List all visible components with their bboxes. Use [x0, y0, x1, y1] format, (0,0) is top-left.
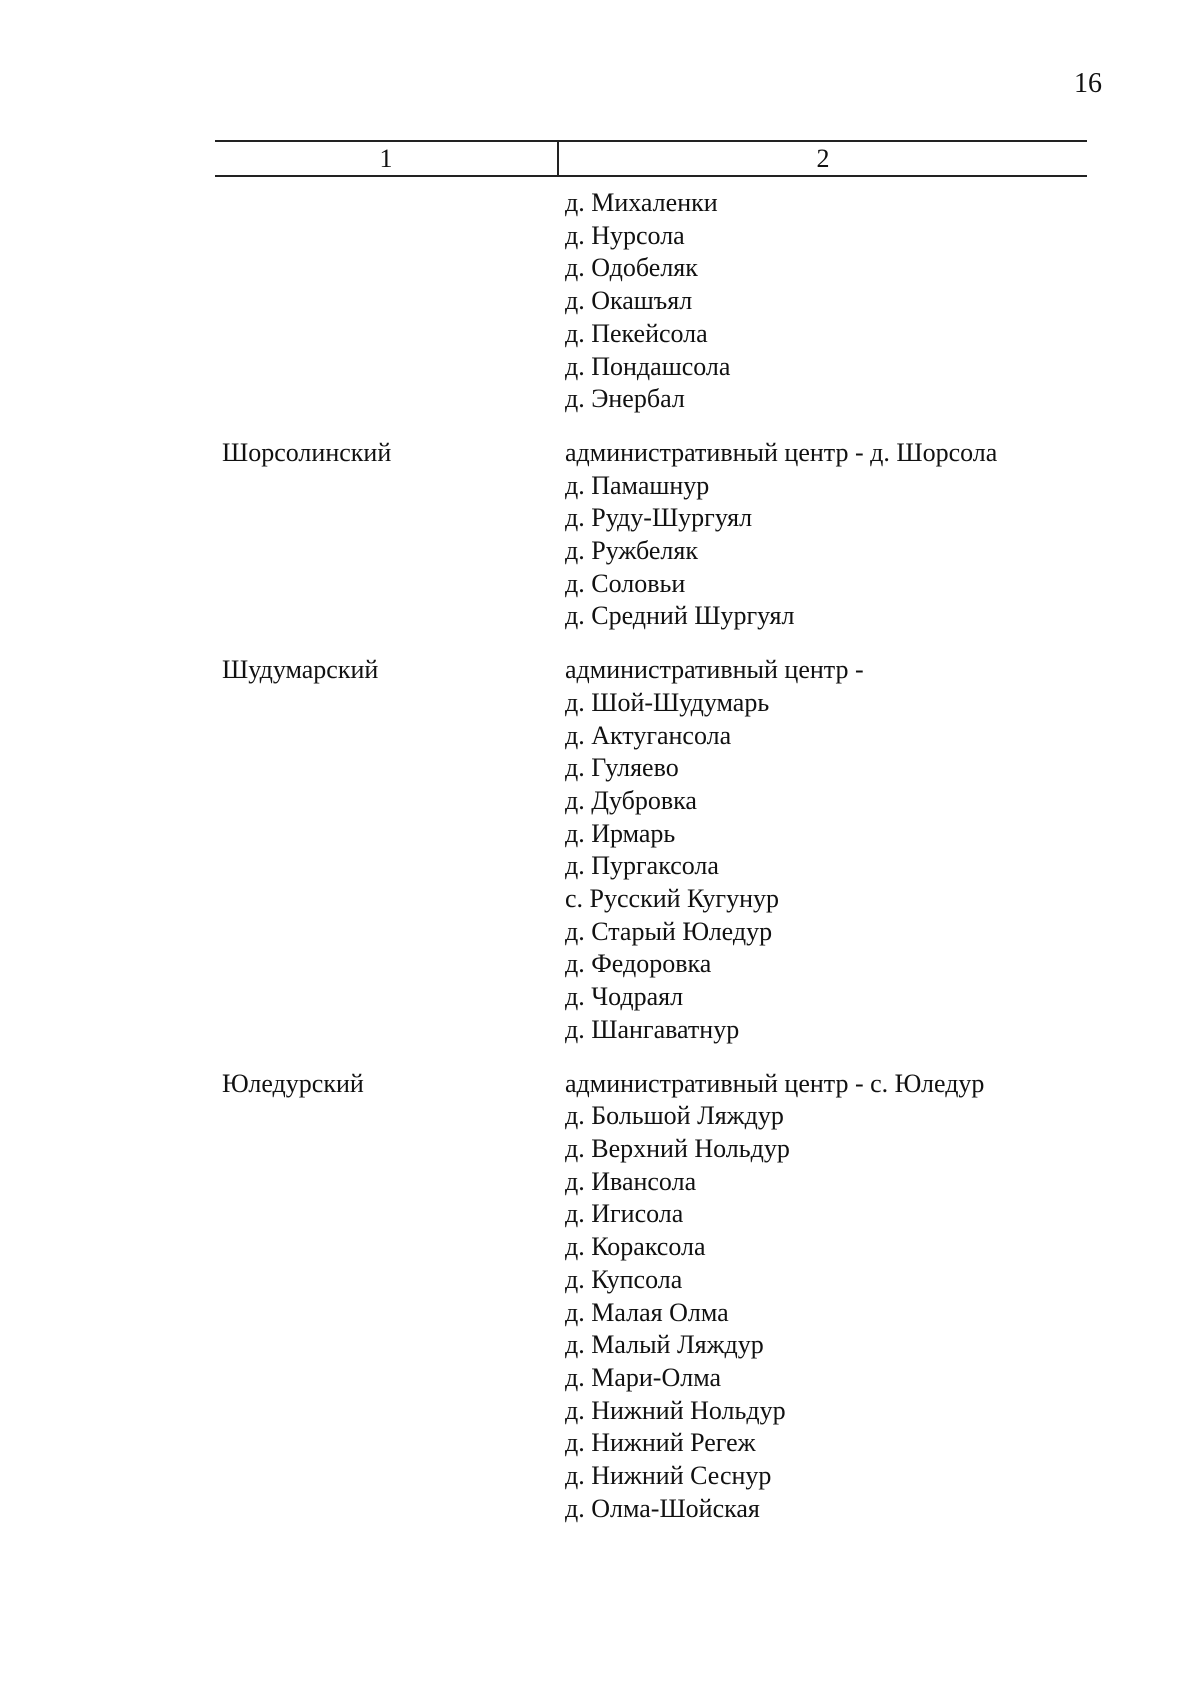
settlement-item: д. Малый Ляждур [565, 1330, 764, 1360]
table-row [222, 437, 1122, 633]
district-name: Юледурский [222, 1068, 364, 1098]
settlement-item: д. Ирмарь [565, 818, 676, 848]
settlement-item: д. Гуляево [565, 753, 679, 783]
column-header-1: 1 [379, 144, 393, 173]
settlement-item: д. Верхний Нольдур [565, 1133, 790, 1163]
settlement-item: д. Пекейсола [565, 318, 708, 348]
settlement-item: административный центр - с. Юледур [565, 1068, 985, 1098]
settlement-item: д. Энербал [565, 384, 685, 414]
settlement-item: д. Купсола [565, 1264, 683, 1294]
settlement-item: д. Соловьи [565, 568, 686, 598]
settlement-item: д. Одобеляк [565, 253, 698, 283]
settlement-item: с. Русский Кугунур [565, 884, 780, 914]
settlement-list [565, 654, 864, 1046]
settlement-item: административный центр - [565, 655, 864, 685]
settlement-item: д. Нижний Нольдур [565, 1395, 786, 1425]
district-name: Шудумарский [222, 655, 379, 685]
settlement-list [565, 187, 730, 416]
district-name: Шорсолинский [222, 437, 392, 467]
settlement-item: д. Ружбеляк [565, 536, 698, 566]
table-body [222, 187, 1122, 1546]
table-row [222, 1068, 1122, 1526]
table-header [215, 140, 1087, 177]
settlement-item: д. Мари-Олма [565, 1362, 722, 1392]
settlement-item: д. Актугансола [565, 720, 732, 750]
settlement-item: д. Большой Ляждур [565, 1101, 784, 1131]
settlement-item: д. Игисола [565, 1199, 684, 1229]
settlement-item: д. Олма-Шойская [565, 1493, 760, 1523]
settlement-item: д. Руду-Шургуял [565, 503, 753, 533]
settlement-item: д. Малая Олма [565, 1297, 729, 1327]
settlement-item: д. Пондашсола [565, 351, 731, 381]
column-header-2: 2 [816, 144, 830, 173]
settlement-item: д. Шой-Шудумарь [565, 687, 770, 717]
settlement-item: д. Ивансола [565, 1166, 697, 1196]
settlement-item: д. Пургаксола [565, 851, 719, 881]
settlement-item: д. Федоровка [565, 949, 712, 979]
settlement-item: д. Нижний Регеж [565, 1428, 756, 1458]
settlement-item: д. Старый Юледур [565, 916, 773, 946]
settlement-item: д. Дубровка [565, 785, 697, 815]
settlement-item: д. Кораксола [565, 1232, 706, 1262]
settlement-item: д. Нижний Сеснур [565, 1461, 772, 1491]
settlement-item: административный центр - д. Шорсола [565, 437, 998, 467]
settlement-item: д. Михаленки [565, 188, 718, 217]
settlement-list [565, 1068, 984, 1526]
settlement-list [565, 437, 997, 633]
settlement-item: д. Памашнур [565, 470, 710, 500]
table-row [222, 654, 1122, 1046]
district-name [222, 187, 565, 416]
settlement-item: д. Нурсола [565, 220, 685, 250]
settlement-item: д. Чодраял [565, 982, 684, 1012]
settlement-item: д. Шангаватнур [565, 1014, 740, 1044]
settlement-item: д. Окашъял [565, 286, 693, 316]
page-number: 16 [1074, 68, 1102, 99]
table-row [222, 187, 1122, 416]
settlement-item: д. Средний Шургуял [565, 601, 795, 631]
